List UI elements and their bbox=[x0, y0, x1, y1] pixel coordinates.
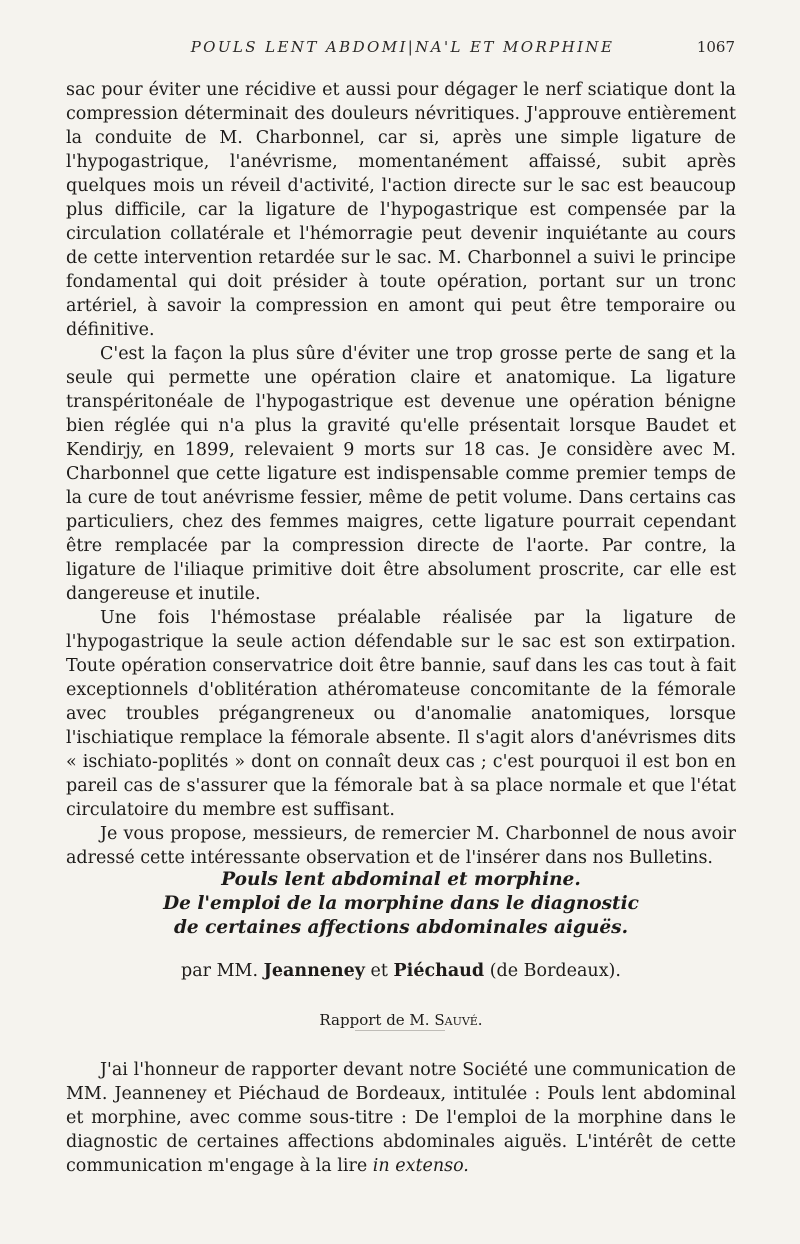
report-italic-text: in extenso. bbox=[372, 1156, 469, 1176]
report-text bbox=[66, 1058, 736, 1178]
rapport-prefix: Rapport de M. bbox=[319, 1011, 430, 1029]
authors-conjunction: et bbox=[370, 961, 388, 981]
authors-prefix: par MM. bbox=[181, 961, 259, 981]
title-line: de certaines affections abdominales aiguës. bbox=[173, 917, 629, 938]
page-header bbox=[70, 38, 735, 60]
article-title bbox=[66, 868, 736, 940]
paragraph: Une fois l'hémostase préalable réalisée par la ligature de l'hypogastrique la seule action défendable sur le sac est son extirpation. Toute opération conservatrice doit être bannie, sauf dans les cas tout à fait exceptionnels d'oblitération athéromateuse concomitante de la fémorale avec troubles prégangreneux ou d'anomalie anatomiques, lorsque l'ischiatique remplace la fémorale absente. Il s'agit alors d'anévrismes dits « ischiato-poplités » dont on connaît deux cas ; c'est pourquoi il est bon en pareil cas de s'assurer que la fémorale bat à sa place normale et que l'état circulatoire du membre est suffisant. bbox=[66, 608, 736, 820]
report-main-text: J'ai l'honneur de rapporter devant notre Société une communication de MM. Jeanneney et Piéchaud de Bordeaux, intitulée : Pouls lent abdominal et morphine, avec comme sous-titre : De l'emploi de la morphine dans le diagnostic de certaines affections abdominales aiguës. L'intérêt de cette communication m'engage à la lire bbox=[66, 1060, 736, 1176]
title-line: De l'emploi de la morphine dans le diagnostic bbox=[163, 893, 639, 914]
authors-affiliation: (de Bordeaux). bbox=[489, 961, 621, 981]
running-title: POULS LENT ABDOMI|NA'L ET MORPHINE bbox=[190, 38, 615, 56]
paragraph: Je vous propose, messieurs, de remercier M. Charbonnel de nous avoir adressé cette intéressante observation et de l'insérer dans nos Bulletins. bbox=[66, 824, 736, 868]
paragraph bbox=[66, 1058, 736, 1178]
author-name: Jeanneney bbox=[263, 961, 365, 981]
authors-line bbox=[66, 960, 736, 982]
author-name: Piéchaud bbox=[393, 961, 485, 981]
title-line: Pouls lent abdominal et morphine. bbox=[221, 869, 581, 890]
page-number: 1067 bbox=[696, 38, 735, 56]
rapporteur-name: Sauvé. bbox=[434, 1011, 483, 1029]
paragraph: sac pour éviter une récidive et aussi pour dégager le nerf sciatique dont la compression déterminait des douleurs névritiques. J'approuve entièrement la conduite de M. Charbonnel, car si, après une simple ligature de l'hypogastrique, l'anévrisme, momentanément affaissé, subit après quelques mois un réveil d'activité, l'action directe sur le sac est beaucoup plus difficile, car la ligature de l'hypogastrique est compensée par la circulation collatérale et l'hémorragie peut devenir inquiétante au cours de cette intervention retardée sur le sac. M. Charbonnel a suivi le principe fondamental qui doit présider à toute opération, portant sur un tronc artériel, à savoir la compression en amont qui peut être temporaire ou définitive. bbox=[66, 80, 736, 340]
rapport-line bbox=[66, 1010, 736, 1030]
paragraph: C'est la façon la plus sûre d'éviter une trop grosse perte de sang et la seule qui permette une opération claire et anatomique. La ligature transpéritonéale de l'hypogastrique est devenue une opération bénigne bien réglée qui n'a plus la gravité qu'elle présentait lorsque Baudet et Kendirjy, en 1899, relevaient 9 morts sur 18 cas. Je considère avec M. Charbonnel que cette ligature est indispensable comme premier temps de la cure de tout anévrisme fessier, même de petit volume. Dans certains cas particuliers, chez des femmes maigres, cette ligature pourrait cependant être remplacée par la compression directe de l'aorte. Par contre, la ligature de l'iliaque primitive doit être absolument proscrite, car elle est dangereuse et inutile. bbox=[66, 344, 736, 604]
body-text bbox=[66, 78, 736, 870]
section-divider bbox=[355, 1030, 445, 1031]
